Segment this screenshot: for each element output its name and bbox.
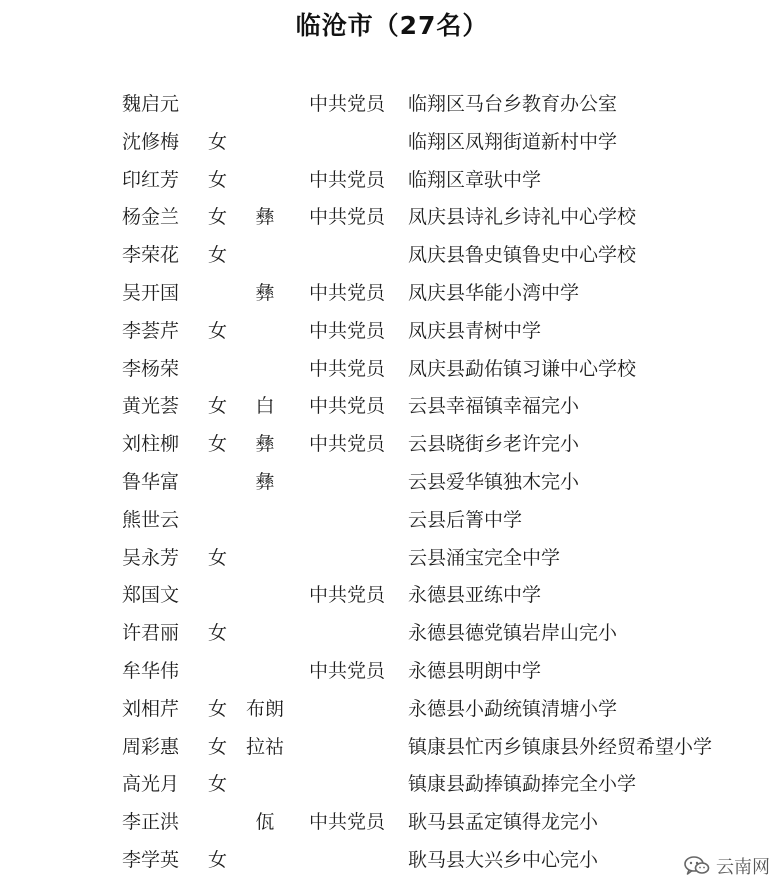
person-gender: 女 — [208, 244, 228, 267]
person-ethnicity: 布朗 — [245, 697, 284, 720]
person-name: 熊世云 — [122, 508, 180, 531]
person-party: 中共党员 — [309, 357, 386, 380]
list-item — [0, 540, 784, 578]
person-name: 许君丽 — [122, 622, 180, 645]
person-unit: 凤庆县诗礼乡诗礼中心学校 — [408, 206, 637, 229]
person-name: 魏启元 — [122, 93, 180, 115]
person-gender: 女 — [208, 697, 228, 720]
person-gender: 女 — [208, 546, 228, 569]
person-gender: 女 — [208, 433, 228, 456]
person-party: 中共党员 — [309, 584, 386, 607]
person-unit: 耿马县孟定镇得龙完小 — [408, 811, 599, 834]
person-name: 沈修梅 — [122, 130, 180, 153]
person-ethnicity: 彝 — [255, 281, 275, 304]
person-unit: 凤庆县华能小湾中学 — [408, 281, 580, 304]
person-party: 中共党员 — [309, 168, 386, 191]
person-party: 中共党员 — [309, 93, 386, 115]
person-name: 杨金兰 — [122, 206, 180, 229]
person-name: 鲁华富 — [122, 470, 180, 493]
person-gender: 女 — [208, 848, 228, 871]
person-gender: 女 — [208, 735, 228, 758]
person-gender: 女 — [208, 622, 228, 645]
person-unit: 凤庆县青树中学 — [408, 319, 542, 342]
person-name: 李荟芹 — [122, 319, 180, 342]
person-unit: 云县幸福镇幸福完小 — [408, 395, 580, 418]
person-ethnicity: 彝 — [255, 433, 275, 456]
person-name: 李正洪 — [122, 811, 180, 834]
list-item — [0, 351, 784, 389]
person-unit: 云县后箐中学 — [408, 508, 523, 531]
person-unit: 镇康县勐捧镇勐捧完全小学 — [408, 773, 637, 796]
list-item — [0, 388, 784, 426]
person-party: 中共党员 — [309, 319, 386, 342]
person-ethnicity: 白 — [255, 395, 275, 418]
person-name: 吴永芳 — [122, 546, 180, 569]
person-name: 印红芳 — [122, 168, 180, 191]
person-name: 郑国文 — [122, 584, 180, 607]
person-gender: 女 — [208, 773, 228, 796]
person-unit: 耿马县大兴乡中心完小 — [408, 848, 599, 871]
person-name: 周彩惠 — [122, 735, 180, 758]
list-item — [0, 464, 784, 502]
person-gender: 女 — [208, 168, 228, 191]
person-unit: 永德县小勐统镇清塘小学 — [408, 697, 618, 720]
page-title: 临沧市（27名） — [295, 11, 489, 40]
person-name: 李学英 — [122, 848, 180, 871]
person-ethnicity: 彝 — [255, 470, 275, 493]
person-name: 吴开国 — [122, 281, 180, 304]
person-name: 刘柱柳 — [122, 433, 180, 456]
person-gender: 女 — [208, 206, 228, 229]
person-unit: 临翔区凤翔街道新村中学 — [408, 130, 618, 153]
list-item — [0, 691, 784, 729]
list-item — [0, 615, 784, 653]
person-name: 刘相芹 — [122, 697, 180, 720]
list-item — [0, 237, 784, 275]
person-gender: 女 — [208, 130, 228, 153]
person-party: 中共党员 — [309, 433, 386, 456]
honor-list — [0, 86, 784, 880]
person-ethnicity: 拉祜 — [245, 735, 284, 758]
person-unit: 云县涌宝完全中学 — [408, 546, 561, 569]
list-item — [0, 577, 784, 615]
person-gender: 女 — [208, 395, 228, 418]
list-item — [0, 653, 784, 691]
person-unit: 临翔区章驮中学 — [408, 168, 542, 191]
list-item — [0, 766, 784, 804]
list-item — [0, 729, 784, 767]
person-name: 李荣花 — [122, 244, 180, 267]
person-unit: 临翔区马台乡教育办公室 — [408, 93, 618, 115]
person-gender: 女 — [208, 319, 228, 342]
watermark-text: 云南网 — [716, 857, 770, 877]
person-party: 中共党员 — [309, 281, 386, 304]
person-unit: 云县爱华镇独木完小 — [408, 470, 580, 493]
person-name: 牟华伟 — [122, 659, 180, 682]
person-party: 中共党员 — [309, 659, 386, 682]
source-watermark — [684, 853, 770, 879]
list-item — [0, 124, 784, 162]
person-unit: 永德县明朗中学 — [408, 659, 542, 682]
person-unit: 镇康县忙丙乡镇康县外经贸希望小学 — [408, 735, 713, 758]
person-name: 高光月 — [122, 773, 180, 796]
person-ethnicity: 佤 — [255, 811, 275, 834]
person-party: 中共党员 — [309, 811, 386, 834]
list-item — [0, 804, 784, 842]
person-unit: 永德县德党镇岩岸山完小 — [408, 622, 618, 645]
person-party: 中共党员 — [309, 206, 386, 229]
person-name: 黄光荟 — [122, 395, 180, 418]
person-unit: 云县晓街乡老许完小 — [408, 433, 580, 456]
list-item — [0, 86, 784, 124]
person-unit: 凤庆县鲁史镇鲁史中心学校 — [408, 244, 637, 267]
person-name: 李杨荣 — [122, 357, 180, 380]
person-unit: 永德县亚练中学 — [408, 584, 542, 607]
person-ethnicity: 彝 — [255, 206, 275, 229]
list-item — [0, 502, 784, 540]
person-party: 中共党员 — [309, 395, 386, 418]
person-unit: 凤庆县勐佑镇习谦中心学校 — [408, 357, 637, 380]
list-item — [0, 426, 784, 464]
wechat-icon — [684, 856, 710, 876]
list-item — [0, 313, 784, 351]
list-item — [0, 199, 784, 237]
list-item — [0, 842, 784, 880]
list-item — [0, 162, 784, 200]
list-item — [0, 275, 784, 313]
